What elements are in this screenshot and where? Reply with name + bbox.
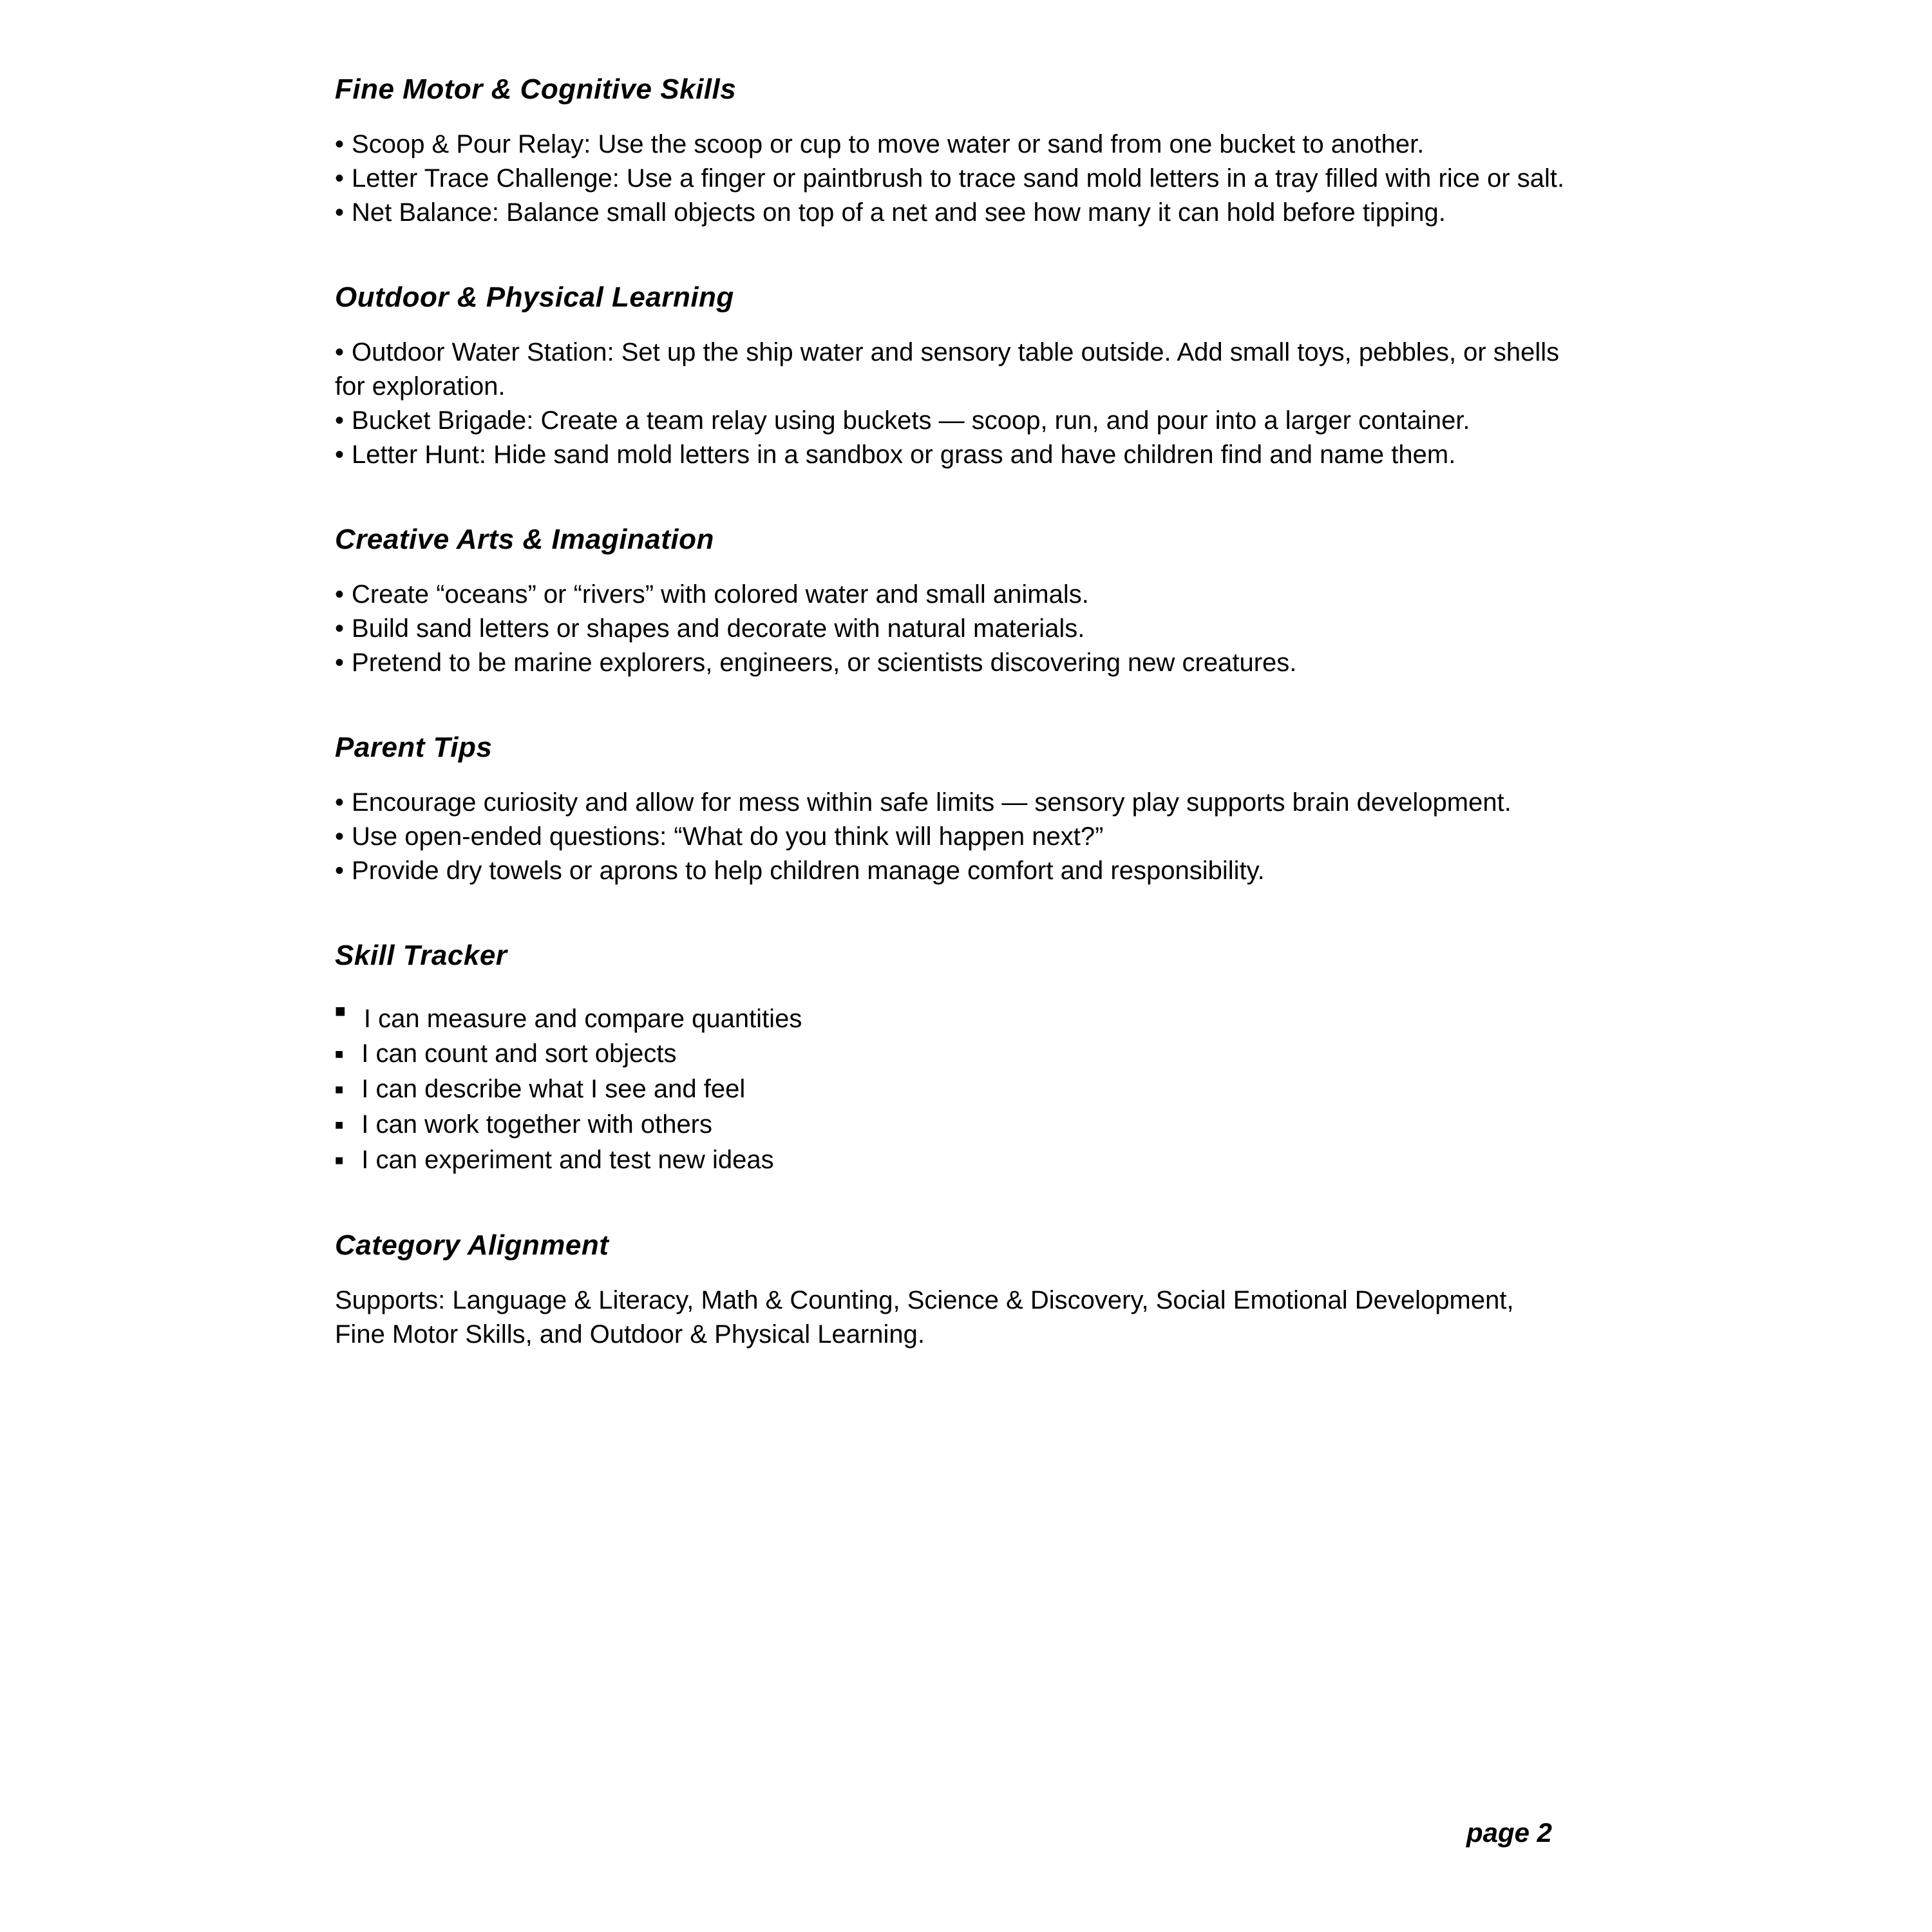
section-fine-motor-cognitive-skills <box>335 72 1570 230</box>
square-bullet-icon: ■ <box>335 1001 346 1021</box>
list-item-text: Provide dry towels or aprons to help children manage comfort and responsibility. <box>352 857 1265 885</box>
list-item <box>335 820 1570 854</box>
section-title: Parent Tips <box>335 732 493 763</box>
list-item <box>335 128 1570 162</box>
list-item <box>335 854 1570 888</box>
list-item <box>335 1072 1570 1107</box>
bullet-icon: • <box>335 198 345 227</box>
page-number: page 2 <box>1466 1817 1552 1848</box>
section-title: Creative Arts & Imagination <box>335 524 714 555</box>
bullet-icon: • <box>335 338 345 366</box>
list-item <box>335 1142 1570 1178</box>
list-item-text: I can describe what I see and feel <box>361 1075 746 1103</box>
section-title: Fine Motor & Cognitive Skills <box>335 73 737 105</box>
square-bullet-icon: ■ <box>335 1046 344 1062</box>
list-item-text: Bucket Brigade: Create a team relay using buckets — scoop, run, and pour into a larger container. <box>352 406 1470 435</box>
bullet-icon: • <box>335 130 345 158</box>
list-item-text: Letter Trace Challenge: Use a finger or paintbrush to trace sand mold letters in a tray filled with rice or salt. <box>352 164 1565 193</box>
list-item <box>335 612 1570 646</box>
bullet-icon: • <box>335 164 345 193</box>
category-alignment-text: Supports: Language & Literacy, Math & Counting, Science & Discovery, Social Emotional Development, Fine Motor Skills, and Outdoor & Physical Learning. <box>335 1286 1514 1349</box>
section-parent-tips <box>335 730 1570 888</box>
section-outdoor-physical-learning <box>335 280 1570 472</box>
section-skill-tracker <box>335 938 1570 1178</box>
section-title: Skill Tracker <box>335 940 507 971</box>
list-item <box>335 162 1570 196</box>
section-creative-arts-imagination <box>335 522 1570 680</box>
list-item-text: Outdoor Water Station: Set up the ship water and sensory table outside. Add small toys, pebbles, or shells for exploration. <box>335 338 1560 401</box>
list-item-text: Encourage curiosity and allow for mess within safe limits — sensory play supports brain development. <box>352 788 1511 817</box>
list-item-text: I can measure and compare quantities <box>363 1005 802 1033</box>
list-item <box>335 578 1570 612</box>
bullet-icon: • <box>335 649 345 677</box>
list-item-text: Letter Hunt: Hide sand mold letters in a sandbox or grass and have children find and name them. <box>352 440 1456 469</box>
bullet-icon: • <box>335 440 345 469</box>
square-bullet-icon: ■ <box>335 1117 344 1133</box>
list-item-text: Pretend to be marine explorers, engineers, or scientists discovering new creatures. <box>352 649 1297 677</box>
list-item-text: I can count and sort objects <box>361 1039 677 1068</box>
section-category-alignment <box>335 1228 1570 1352</box>
section-title: Outdoor & Physical Learning <box>335 281 734 313</box>
bullet-icon: • <box>335 580 345 609</box>
list-item-text: Net Balance: Balance small objects on top of a net and see how many it can hold before tipping. <box>352 198 1446 227</box>
list-item <box>335 994 1570 1036</box>
bullet-icon: • <box>335 614 345 643</box>
list-item-text: Create “oceans” or “rivers” with colored water and small animals. <box>352 580 1089 609</box>
section-title: Category Alignment <box>335 1229 609 1261</box>
list-item <box>335 404 1570 438</box>
bullet-icon: • <box>335 788 345 817</box>
list-item-text: Build sand letters or shapes and decorate with natural materials. <box>352 614 1085 643</box>
list-item <box>335 646 1570 680</box>
list-item <box>335 786 1570 820</box>
square-bullet-icon: ■ <box>335 1152 344 1168</box>
list-item-text: I can experiment and test new ideas <box>361 1146 774 1174</box>
document-content <box>335 72 1570 1402</box>
list-item-text: Scoop & Pour Relay: Use the scoop or cup to move water or sand from one bucket to another. <box>352 130 1425 158</box>
bullet-icon: • <box>335 822 345 851</box>
bullet-icon: • <box>335 857 345 885</box>
list-item <box>335 196 1570 230</box>
list-item <box>335 1036 1570 1072</box>
list-item <box>335 1107 1570 1142</box>
bullet-icon: • <box>335 406 345 435</box>
square-bullet-icon: ■ <box>335 1081 344 1097</box>
list-item-text: I can work together with others <box>361 1110 713 1139</box>
list-item-text: Use open-ended questions: “What do you think will happen next?” <box>352 822 1104 851</box>
list-item <box>335 336 1570 404</box>
list-item <box>335 438 1570 472</box>
